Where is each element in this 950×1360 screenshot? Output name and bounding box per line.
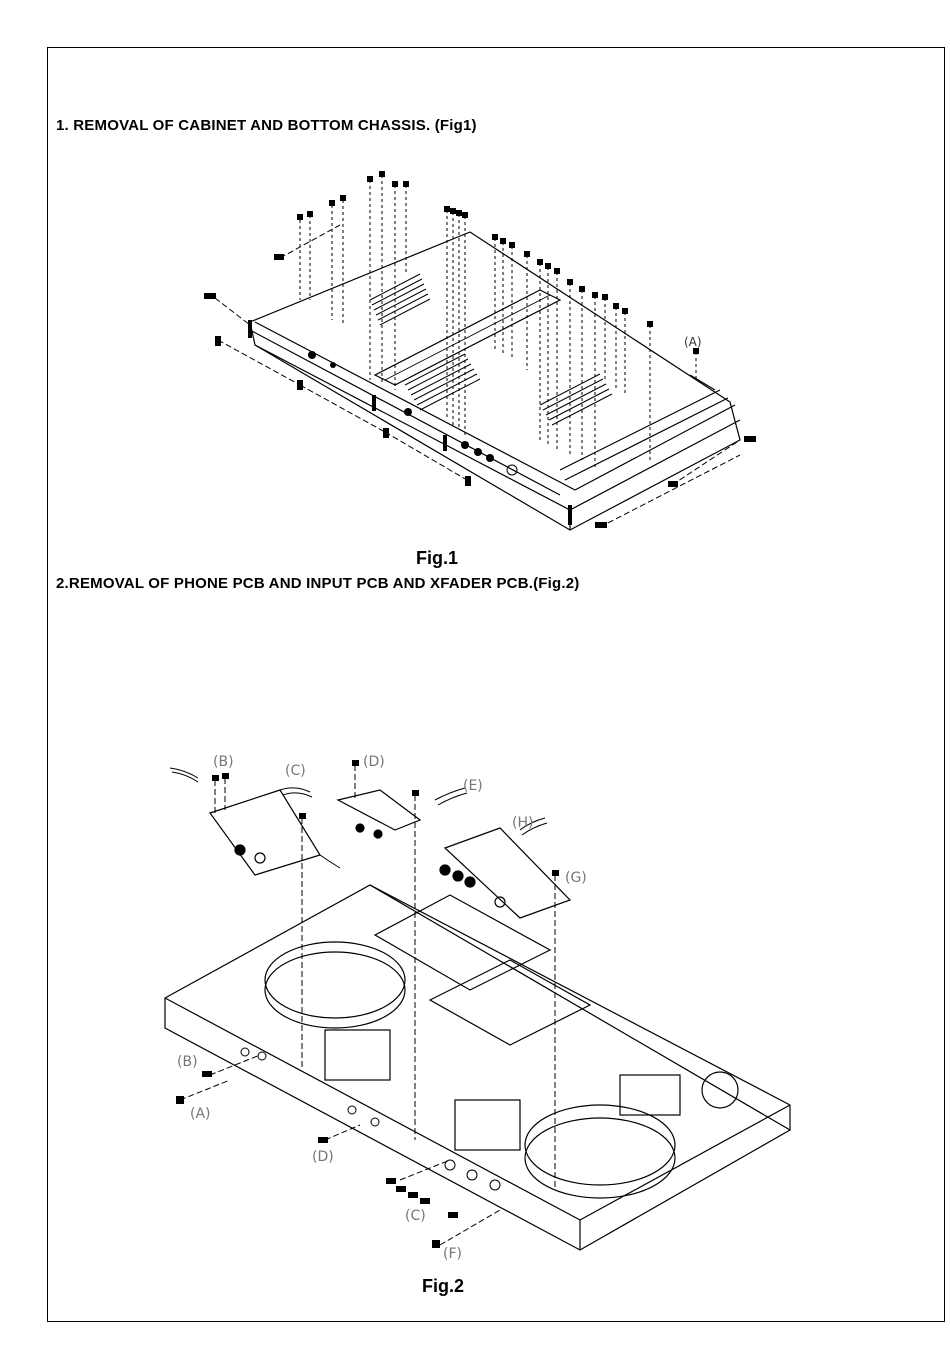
fig2-callout-d-side: (D) [312, 1149, 334, 1165]
fig1-callout-a: (A) [684, 335, 702, 349]
section1-heading: 1. REMOVAL OF CABINET AND BOTTOM CHASSIS. (Fig1) [56, 117, 477, 134]
fig2-callout-e: (E) [463, 778, 483, 794]
fig2-heatsink [620, 1075, 680, 1115]
fig2-callout-f: (F) [443, 1246, 462, 1262]
fig2-phone-pcb [210, 790, 320, 875]
fig2-callout-b-side: (B) [177, 1054, 198, 1070]
fig2-callout-c-top: (C) [285, 763, 306, 779]
fig2-callout-h: (H) [512, 815, 534, 831]
fig2-inner-board [375, 895, 550, 990]
section2-heading: 2.REMOVAL OF PHONE PCB AND INPUT PCB AND XFADER PCB.(Fig.2) [56, 575, 580, 592]
fig2-screw-heads [176, 760, 559, 1248]
fig2-input-pcb [338, 790, 420, 838]
fig2-xfader-pcb [440, 828, 570, 918]
fig2-callout-c-side: (C) [405, 1208, 426, 1224]
fig2-heatsink [455, 1100, 520, 1150]
fig2-wires [170, 768, 547, 868]
fig2-callout-g: (G) [565, 870, 587, 886]
fig2-callout-d-top: (D) [363, 754, 385, 770]
fig2-callout-b-top: (B) [213, 754, 234, 770]
fig2-inner-board [430, 960, 590, 1045]
fig2-chassis-outline [165, 885, 790, 1250]
fig2-transformer [265, 942, 405, 1018]
fig2-transformer [525, 1105, 675, 1185]
fig2-callout-a-side: (A) [190, 1106, 211, 1122]
figure1-caption: Fig.1 [416, 548, 459, 568]
fig2-fan [702, 1072, 738, 1108]
fig2-screw-lines [180, 765, 555, 1245]
fig2-heatsink [325, 1030, 390, 1080]
figure2-caption: Fig.2 [422, 1276, 465, 1296]
